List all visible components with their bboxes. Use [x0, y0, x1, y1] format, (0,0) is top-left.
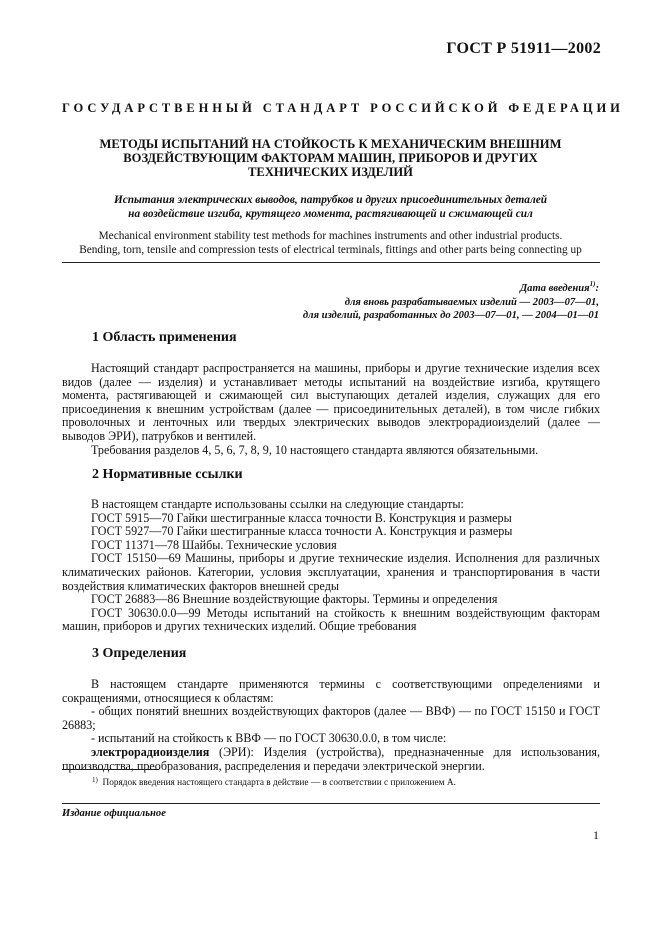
intro-date-label: Дата введения$^{1)}$: [519, 280, 599, 294]
reference-item: ГОСТ 5927—70 Гайки шестигранные класса точности А. Конструкция и размеры [91, 524, 513, 539]
section-3-body [62, 678, 600, 773]
english-title [50, 229, 611, 257]
footnote-mark: 1) [92, 776, 98, 784]
paragraph: Настоящий стандарт распространяется на машины, приборы и другие технические изделия всех видов (далее — изделия) и устанавливает методы испытаний на воздействие изгиба, крутящего момента, растягивающей и сжимающей сил выступающих деталей изделия, служащих для его присоединения к внешним устройствам (далее — присоединительных деталей), в том числе гибких проволочных и ленточных или твердых электрических выводов электрорадиоизделий (далее — выводов ЭРИ), патрубков и вентилей. [62, 361, 600, 443]
page-number: 1 [593, 828, 599, 842]
document-code: ГОСТ Р 51911—2002 [446, 40, 601, 57]
title-line: МЕТОДЫ ИСПЫТАНИЙ НА СТОЙКОСТЬ К МЕХАНИЧЕСКИМ ВНЕШНИМ [99, 137, 562, 151]
footnote [92, 776, 456, 788]
paragraph: В настоящем стандарте применяются термины с соответствующими определениями и сокращениями, относящиеся к областям: [62, 677, 600, 705]
section-2-body [62, 498, 600, 634]
intro-date-existing: для изделий, разработанных до 2003—07—01, — 2004—01—01 [302, 310, 599, 321]
reference-item: ГОСТ 26883—86 Внешние воздействующие факторы. Термины и определения [91, 592, 498, 607]
reference-item: ГОСТ 11371—78 Шайбы. Технические условия [91, 537, 337, 552]
paragraph: Требования разделов 4, 5, 6, 7, 8, 9, 10 настоящего стандарта являются обязательными. [91, 442, 539, 457]
title-line: ТЕХНИЧЕСКИХ ИЗДЕЛИЙ [248, 165, 413, 179]
state-standard-banner: ГОСУДАРСТВЕННЫЙ СТАНДАРТ РОССИЙСКОЙ ФЕДЕРАЦИИ [62, 101, 624, 115]
english-title-line: Bending, torn, tensile and compression tests of electrical terminals, fittings and other parts being connecting up [79, 244, 582, 256]
footer-divider [62, 803, 600, 804]
footnote-text: Порядок введения настоящего стандарта в действие — в соответствии с приложением А. [102, 778, 456, 788]
paragraph: - испытаний на стойкость к ВВФ — по ГОСТ 30630.0.0, в том числе: [91, 731, 447, 746]
paragraph: В настоящем стандарте использованы ссылки на следующие стандарты: [91, 497, 464, 511]
intro-date-block [303, 278, 599, 323]
paragraph: - общих понятий внешних воздействующих факторов (далее — ВВФ) — по ГОСТ 15150 и ГОСТ 26883; [62, 704, 600, 732]
definition-text: (ЭРИ): Изделия (устройства), предназначенные для использования, производства, преобразования, распределения и передачи электрической энергии. [62, 744, 600, 773]
subtitle-line: на воздействие изгиба, крутящего момента, растягивающей и сжимающей сил [128, 208, 533, 220]
header-divider [62, 262, 600, 263]
reference-item: ГОСТ 30630.0.0—99 Методы испытаний на стойкость к внешним воздействующим факторам машин, приборов и других технических изделий. Общие требования [62, 605, 600, 634]
reference-item: ГОСТ 5915—70 Гайки шестигранные класса точности В. Конструкция и размеры [91, 510, 512, 525]
section-1-heading: 1 Область применения [92, 330, 237, 345]
official-edition-label: Издание официальное [62, 808, 166, 819]
reference-item: ГОСТ 15150—69 Машины, приборы и другие технические изделия. Исполнения для различных климатических районов. Категории, условия эксплуатации, хранения и транспортирования в части воздействия климатических факторов внешней среды [62, 551, 600, 593]
intro-date-new: для вновь разрабатываемых изделий — 2003—07—01, [344, 296, 599, 308]
footnote-divider [62, 769, 159, 770]
section-3-heading: 3 Определения [92, 646, 187, 661]
english-title-line: Mechanical environment stability test methods for machines instruments and other industrial products. [98, 230, 563, 242]
document-subtitle [70, 193, 591, 221]
section-2-heading: 2 Нормативные ссылки [92, 467, 243, 482]
definition-term: электрорадиоизделия [91, 744, 210, 759]
footnote-ref: 1) [589, 280, 596, 288]
title-line: ВОЗДЕЙСТВУЮЩИМ ФАКТОРАМ МАШИН, ПРИБОРОВ И ДРУГИХ [123, 151, 538, 165]
document-title [70, 137, 591, 179]
section-1-body [62, 362, 600, 457]
subtitle-line: Испытания электрических выводов, патрубков и других присоединительных деталей [113, 194, 548, 206]
